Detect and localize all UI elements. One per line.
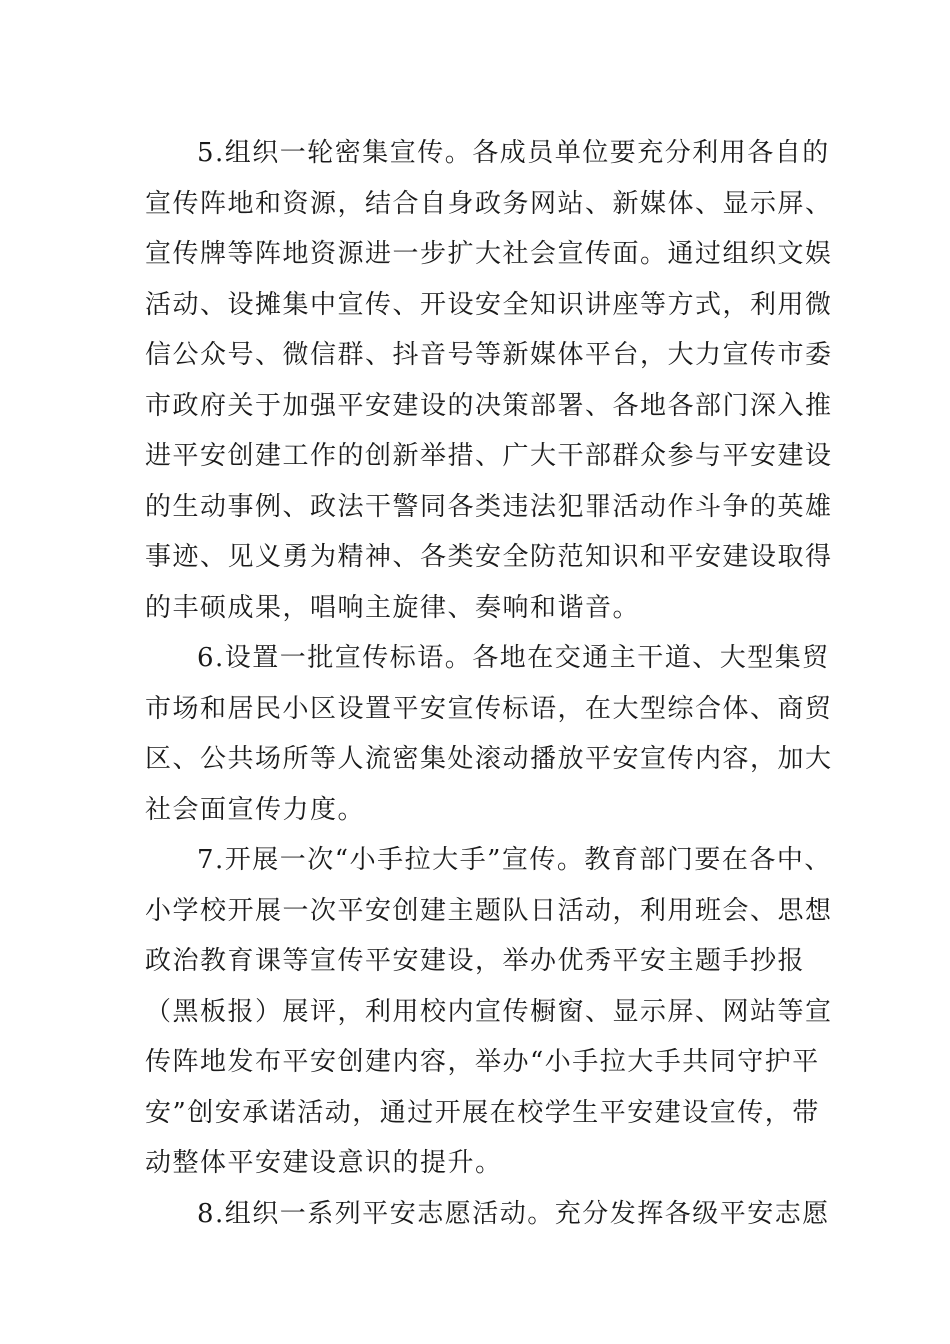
text-line: 活动、设摊集中宣传、开设安全知识讲座等方式，利用微 — [145, 289, 833, 320]
text-line: 5.组织一轮密集宣传。各成员单位要充分利用各自的 — [197, 138, 830, 168]
text-line: 进平安创建工作的创新举措、广大干部群众参与平安建设 — [145, 441, 833, 471]
paragraph-5 — [145, 128, 833, 633]
text-line: 安”创安承诺活动，通过开展在校学生平安建设宣传，带 — [145, 1097, 820, 1128]
text-line: 宣传牌等阵地资源进一步扩大社会宣传面。通过组织文娱 — [145, 239, 833, 269]
text-line: 小学校开展一次平安创建主题队日活动，利用班会、思想 — [145, 895, 833, 926]
text-line: 传阵地发布平安创建内容，举办“小手拉大手共同守护平 — [145, 1047, 820, 1077]
text-line: 市政府关于加强平安建设的决策部署、各地各部门深入推 — [145, 390, 833, 421]
text-line: 社会面宣传力度。 — [145, 794, 366, 825]
paragraph-6 — [145, 633, 833, 835]
paragraph-8 — [145, 1189, 830, 1240]
text-line: 6.设置一批宣传标语。各地在交通主干道、大型集贸 — [197, 643, 830, 673]
text-line: 8.组织一系列平安志愿活动。充分发挥各级平安志愿 — [197, 1198, 830, 1229]
text-line: 事迹、见义勇为精神、各类安全防范知识和平安建设取得 — [145, 542, 833, 572]
paragraph-7 — [145, 835, 833, 1189]
text-line: 政治教育课等宣传平安建设，举办优秀平安主题手抄报 — [145, 946, 806, 976]
text-line: 的丰硕成果，唱响主旋律、奏响和谐音。 — [145, 592, 641, 623]
text-line: 7.开展一次“小手拉大手”宣传。教育部门要在各中、 — [197, 845, 832, 875]
text-line: 的生动事例、政法干警同各类违法犯罪活动作斗争的英雄 — [145, 491, 833, 522]
text-line: 宣传阵地和资源，结合自身政务网站、新媒体、显示屏、 — [145, 188, 833, 219]
text-line: 区、公共场所等人流密集处滚动播放平安宣传内容，加大 — [145, 744, 833, 774]
text-line: 市场和居民小区设置平安宣传标语，在大型综合体、商贸 — [145, 693, 833, 724]
text-line: 信公众号、微信群、抖音号等新媒体平台，大力宣传市委 — [145, 340, 833, 370]
text-line: 动整体平安建设意识的提升。 — [145, 1148, 503, 1178]
text-line: （黑板报）展评，利用校内宣传橱窗、显示屏、网站等宣 — [145, 996, 833, 1027]
document-body — [145, 128, 833, 1239]
